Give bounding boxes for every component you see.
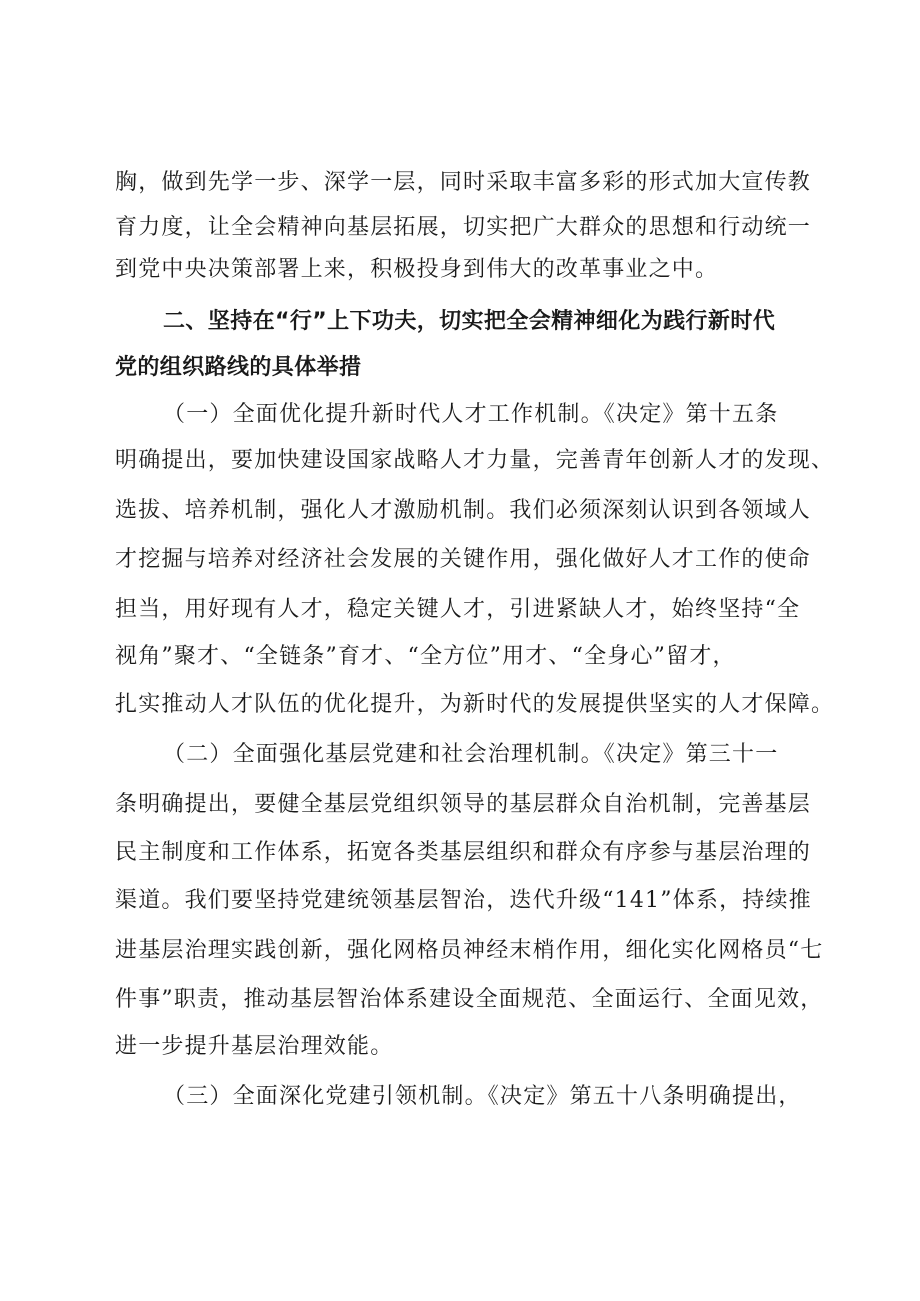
paragraph-line: 胸，做到先学一步、深学一层，同时采取丰富多彩的形式加大宣传教: [115, 170, 812, 195]
paragraph-line: 件事”职责，推动基层智治体系建设全面规范、全面运行、全面见效，: [115, 987, 824, 1012]
paragraph-line: 民主制度和工作体系，拓宽各类基层组织和群众有序参与基层治理的: [115, 840, 812, 865]
paragraph-line: 育力度，让全会精神向基层拓展，切实把广大群众的思想和行动统一: [115, 215, 812, 240]
paragraph-line: 进一步提升基层治理效能。: [115, 1034, 394, 1059]
paragraph-line: 渠道。我们要坚持党建统领基层智治，迭代升级“141”体系，持续推: [115, 888, 812, 913]
paragraph-line: 才挖掘与培养对经济社会发展的关键作用，强化做好人才工作的使命: [115, 547, 812, 572]
subsection-heading: （一）全面优化提升新时代人才工作机制。《决定》第十五条: [163, 402, 779, 427]
section-heading: 二、坚持在“行”上下功夫，切实把全会精神细化为践行新时代: [163, 309, 776, 334]
paragraph-line: 担当，用好现有人才，稳定关键人才，引进紧缺人才，始终坚持“全: [115, 597, 801, 622]
paragraph-line: 进基层治理实践创新，强化网格员神经末梢作用，细化实化网格员“七: [115, 938, 824, 963]
section-heading: 党的组织路线的具体举措: [115, 355, 362, 380]
paragraph-line: 到党中央决策部署上来，积极投身到伟大的改革事业之中。: [115, 257, 719, 282]
paragraph-line: 扎实推动人才队伍的优化提升，为新时代的发展提供坚实的人才保障。: [115, 692, 835, 717]
subsection-heading: （三）全面深化党建引领机制。《决定》第五十八条明确提出，: [163, 1084, 802, 1109]
paragraph-line: 选拔、培养机制，强化人才激励机制。我们必须深刻认识到各领域人: [115, 498, 812, 523]
subsection-heading: （二）全面强化基层党建和社会治理机制。《决定》第三十一: [163, 742, 779, 767]
paragraph-line: 视角”聚才、“全链条”育才、“全方位”用才、“全身心”留才，: [115, 644, 736, 669]
paragraph-line: 条明确提出，要健全基层党组织领导的基层群众自治机制，完善基层: [115, 792, 812, 817]
paragraph-line: 明确提出，要加快建设国家战略人才力量，完善青年创新人才的发现、: [115, 448, 835, 473]
